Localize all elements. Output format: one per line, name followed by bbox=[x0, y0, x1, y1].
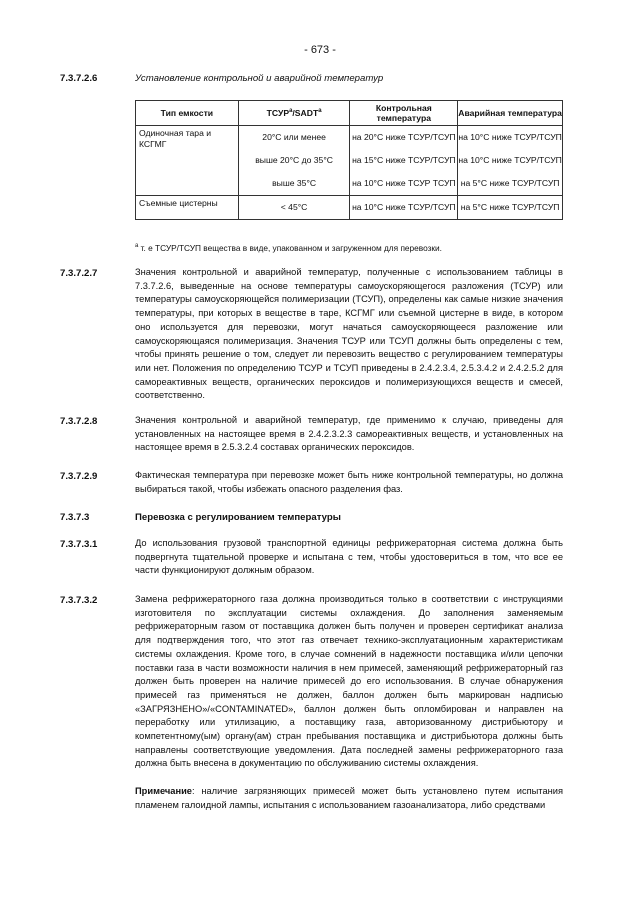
header-emergency-temperature: Аварийная температура bbox=[458, 101, 563, 126]
section-number-7-3-7-3: 7.3.7.3 bbox=[60, 512, 90, 523]
cell-container-type: Съемные цистерны bbox=[136, 196, 239, 220]
header-tcur-sadt: ТСУР$^a$/SADT$^a$ bbox=[238, 101, 350, 126]
table-row bbox=[136, 196, 563, 220]
table-footnote: $^a$ т. е ТСУР/ТСУП вещества в виде, упакованном и загруженном для перевозки. bbox=[135, 243, 442, 253]
section-number-7-3-7-2-8: 7.3.7.2.8 bbox=[60, 416, 98, 427]
section-number-7-3-7-2-7: 7.3.7.2.7 bbox=[60, 268, 98, 279]
header-container-type: Тип емкости bbox=[136, 101, 239, 126]
table-row bbox=[136, 126, 563, 150]
note-paragraph bbox=[135, 785, 563, 812]
table-header-row bbox=[136, 101, 563, 126]
paragraph-7-3-7-2-8: Значения контрольной и аварийной температур, где применимо к случаю, приведены для установленных на настоящее время в 2.4.2.3.2.3 самореактивных веществ, и установленных на настоящее время в 2.5.3.2.4 составах органических пероксидов. bbox=[135, 415, 563, 453]
temperature-table bbox=[135, 100, 563, 220]
note-label: Примечание bbox=[135, 786, 192, 796]
section-title-7-3-7-2-6: Установление контрольной и аварийной температур bbox=[135, 73, 384, 84]
section-title-7-3-7-3: Перевозка с регулированием температуры bbox=[135, 512, 341, 523]
note-text: : наличие загрязняющих примесей может быть установлено путем испытания пламенем галоидной лампы, испытания с использованием газоанализатора, либо средствами bbox=[135, 786, 563, 810]
paragraph-7-3-7-3-1: До использования грузовой транспортной единицы рефрижераторная система должна быть подвергнута тщательной проверке и испытана с тем, чтобы удостовериться в том, что все ее части функционируют должным образом. bbox=[135, 538, 563, 576]
cell-tcur: 20°C или менее bbox=[238, 126, 350, 150]
cell-control: на 20°C ниже ТСУР/ТСУП bbox=[350, 126, 458, 150]
section-number-7-3-7-3-1: 7.3.7.3.1 bbox=[60, 539, 98, 550]
page-number: - 673 - bbox=[304, 44, 336, 56]
cell-emergency: на 5°C ниже ТСУР/ТСУП bbox=[458, 196, 563, 220]
paragraph-7-3-7-3-2: Замена рефрижераторного газа должна производиться только в соответствии с инструкциями изготовителя по эксплуатации системы охлаждения. До заполнения заменяемым рефрижераторным газом от поставщика должен быть получен и проверен сертификат анализа для подтверждения того, что этот газ отвечает технико-эксплуатационным характеристикам системы охлаждения. Кроме того, в случае сомнений в надежности поставщика и/или цепочки поставки газа в части возможности наличия в нем примесей, заменяющий рефрижераторный газ должен быть проверен на наличие примесей до его использования. В случае обнаружения примесей газ применяться не должен, баллон должен быть маркирован надписью «ЗАГРЯЗНЕНО»/«CONTAMINATED», баллон должен быть опломбирован и направлен на переработку или утилизацию, а поставщику газа, авторизованному дистрибьютору и компетентному(ым) органу(ам) стран пребывания поставщика и дистрибьютора должны быть направлены соответствующие уведомления. Дата последней замены рефрижераторного газа должна быть внесена в документацию по обслуживанию системы охлаждения. bbox=[135, 594, 563, 769]
header-control-temperature: Контрольная температура bbox=[350, 101, 458, 126]
cell-tcur: выше 20°C до 35°C bbox=[238, 149, 350, 172]
section-number-7-3-7-2-6: 7.3.7.2.6 bbox=[60, 73, 98, 84]
section-number-7-3-7-2-9: 7.3.7.2.9 bbox=[60, 471, 98, 482]
paragraph-7-3-7-2-9: Фактическая температура при перевозке может быть ниже контрольной температуры, но должна выбираться такой, чтобы избежать опасного разделения фаз. bbox=[135, 470, 563, 494]
cell-container-type: Одиночная тара и КСГМГ bbox=[136, 126, 239, 196]
cell-emergency: на 10°C ниже ТСУР/ТСУП bbox=[458, 149, 563, 172]
cell-tcur: выше 35°C bbox=[238, 172, 350, 196]
cell-emergency: на 5°C ниже ТСУР/ТСУП bbox=[458, 172, 563, 196]
cell-control: на 15°C ниже ТСУР/ТСУП bbox=[350, 149, 458, 172]
cell-control: на 10°C ниже ТСУР/ТСУП bbox=[350, 196, 458, 220]
cell-tcur: < 45°C bbox=[238, 196, 350, 220]
cell-control: на 10°C ниже ТСУР ТСУП bbox=[350, 172, 458, 196]
cell-emergency: на 10°C ниже ТСУР/ТСУП bbox=[458, 126, 563, 150]
section-number-7-3-7-3-2: 7.3.7.3.2 bbox=[60, 595, 98, 606]
paragraph-7-3-7-2-7: Значения контрольной и аварийной температур, полученные с использованием таблицы в 7.3.7.2.6, выведенные на основе температуры самоускоряющегося разложения (ТСУР) или температуры самоускоряющейся полимеризации (ТСУП), определены как самые низкие значения температуры, при которых в веществе в таре, КСГМГ или съемной цистерне в виде, в котором оно используется для перевозки, могут начаться самоускоряющееся разложение или самоускоряющаяся полимеризация. Значения ТСУР или ТСУП должны быть определены с тем, чтобы принять решение о том, следует ли перевозить вещество с регулированием температуры или нет. Положения по определению ТСУР и ТСУП приведены в 2.4.2.3.4, 2.5.3.4.2 и 2.4.2.5.2 для самореактивных веществ, органических пероксидов и полимеризующихся веществ и смесей, соответственно. bbox=[135, 267, 563, 401]
